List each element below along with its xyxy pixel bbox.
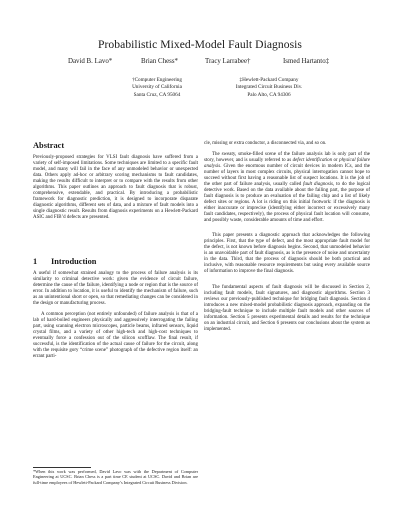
left-column-body <box>33 271 198 365</box>
footnote-rule <box>33 467 91 468</box>
affiliation-ucsc <box>112 77 202 99</box>
author-name: David B. Lavo* <box>68 58 113 65</box>
intro-paragraph: A useful if somewhat strained analogy to the process of failure analysis is its similarity to criminal detective work: given the evidence of circuit failure, determine the cause of the failure, identifying a node or region that is the source of error. In addition to location, it is useful to identify the mechanism of failure, such as an unintentional short or open, so that remediating changes can be considered in the design or manufacturing process. <box>33 271 198 307</box>
emphasis: fault diagnosis <box>303 181 333 187</box>
affiliation-line: Santa Cruz, CA 95064 <box>133 91 181 98</box>
section-heading-introduction <box>33 257 96 266</box>
author-name: Brian Chess* <box>141 58 178 65</box>
abstract-column <box>33 155 198 226</box>
footnote: *When this work was performed, David Lavo was with the Department of Computer Engineering at UCSC. Brian Chess is a part time CE student at UCSC. David and Brian are full-time employees of Hewlett-Packard Company’s Integrated Circuit Business Division. <box>33 469 198 485</box>
section-number: 1 <box>33 257 38 266</box>
abstract-heading: Abstract <box>33 141 65 150</box>
emphasis: defect identification <box>292 157 333 163</box>
emphasis: physical failure analysis <box>204 157 370 169</box>
intro-paragraph: The sweaty, smoke-filled scene of the failure analysis lab is only part of the story, however, and is usually referred to as defect identification or physical failure analysis. Given the enormous number of circuit devices in modern ICs, and the number of layers in most complex circuits, physical interrogation cannot hope to succeed without first having a reasonable list of suspect locations. It is the job of the other part of failure analysis, usually called fault diagnosis, to do the logical detective work. Based on the data available about the failing part, the purpose of fault diagnosis is to produce an evaluation of the failing chip and a list of likely defect sites or regions. A lot is riding on this initial footwork: if the diagnosis is either inaccurate or imprecise (identifying either incorrect or excessively many fault candidates, respectively), the process of physical fault location will consume, and possibly waste, considerable amounts of time and effort. <box>204 151 370 224</box>
intro-paragraph: A common perception (not entirely unfounded) of failure analysis is that of a lab of hard-boiled engineers physically and aggressively interrogating the failing part, using scanning electron microscopes, particle beams, infrared sensors, liquid crystal films, and a variety of other high-tech and high-cost techniques to eventually force a confession out of the silicon scofflaw. The final result, if successful, is the identification of the actual cause of failure for the circuit, along with the requisite gory “crime scene” photograph of the defective region itself: an errant parti- <box>33 311 198 360</box>
affiliation-hp <box>214 77 324 99</box>
affiliation-line: Integrated Circuit Business Div. <box>235 84 303 91</box>
intro-paragraph: cle, missing or extra conductor, a disconnected via, and so on. <box>204 141 327 146</box>
affiliation-line: University of California <box>132 84 182 91</box>
paper-title: Probabilistic Mixed-Model Fault Diagnosis <box>98 38 302 51</box>
abstract-text: Previously-proposed strategies for VLSI fault diagnosis have suffered from a variety of self-imposed limitations. Some techniques are limited to a specific fault model, and many will fail in the face of any unmodeled behavior or unexpected data. Others apply ad-hoc or arbitrary scoring mechanisms to fault candidates, making the results difficult to interpret or to compare with the results from other algorithms. This paper outlines an approach to fault diagnosis that is robust, comprehensive, extendable, and practical. By introducing a probabilistic framework for diagnostic prediction, it is designed to incorporate disparate diagnostic algorithms, different sets of data, and a mixture of fault models into a single diagnostic result. Results from diagnosis experiments on a Hewlett-Packard ASIC and FIB’d defects are presented. <box>33 155 198 221</box>
author-name: Tracy Larrabee† <box>205 58 251 65</box>
author-list <box>0 58 400 70</box>
affiliation-line: Palo Alto, CA 94306 <box>247 91 291 98</box>
section-title: Introduction <box>51 257 97 266</box>
author-name: Ismed Hartanto‡ <box>283 58 330 65</box>
right-column-body <box>204 141 370 338</box>
affiliation-line: †Computer Engineering <box>132 77 182 83</box>
intro-paragraph: This paper presents a diagnostic approach that acknowledges the following principles. First, that the type of defect, and the most appropriate fault model for the defect, is not known before diagnosis begins. Second, that unmodeled behavior is an unavoidable part of fault diagnosis, as is the presence of noise and uncertainty in the data. Third, that the process of diagnosis should be both practical and inclusive, with reasonable resource requirements but using every available source of information to improve the final diagnosis. <box>204 233 370 275</box>
affiliation-line: ‡Hewlett-Packard Company <box>239 77 299 83</box>
intro-paragraph: The fundamental aspects of fault diagnosis will be discussed in Section 2, including fault models, fault signatures, and diagnostic algorithms. Section 3 reviews our previously-published technique for bridging fault diagnosis. Section 4 introduces a new mixed-model probabilistic diagnosis approach, expanding on the bridging-fault technique to include multiple fault models and other sources of information. Section 5 presents experimental details and results for the technique on an industrial circuit, and Section 6 presents our conclusions about the system as implemented. <box>204 284 370 332</box>
